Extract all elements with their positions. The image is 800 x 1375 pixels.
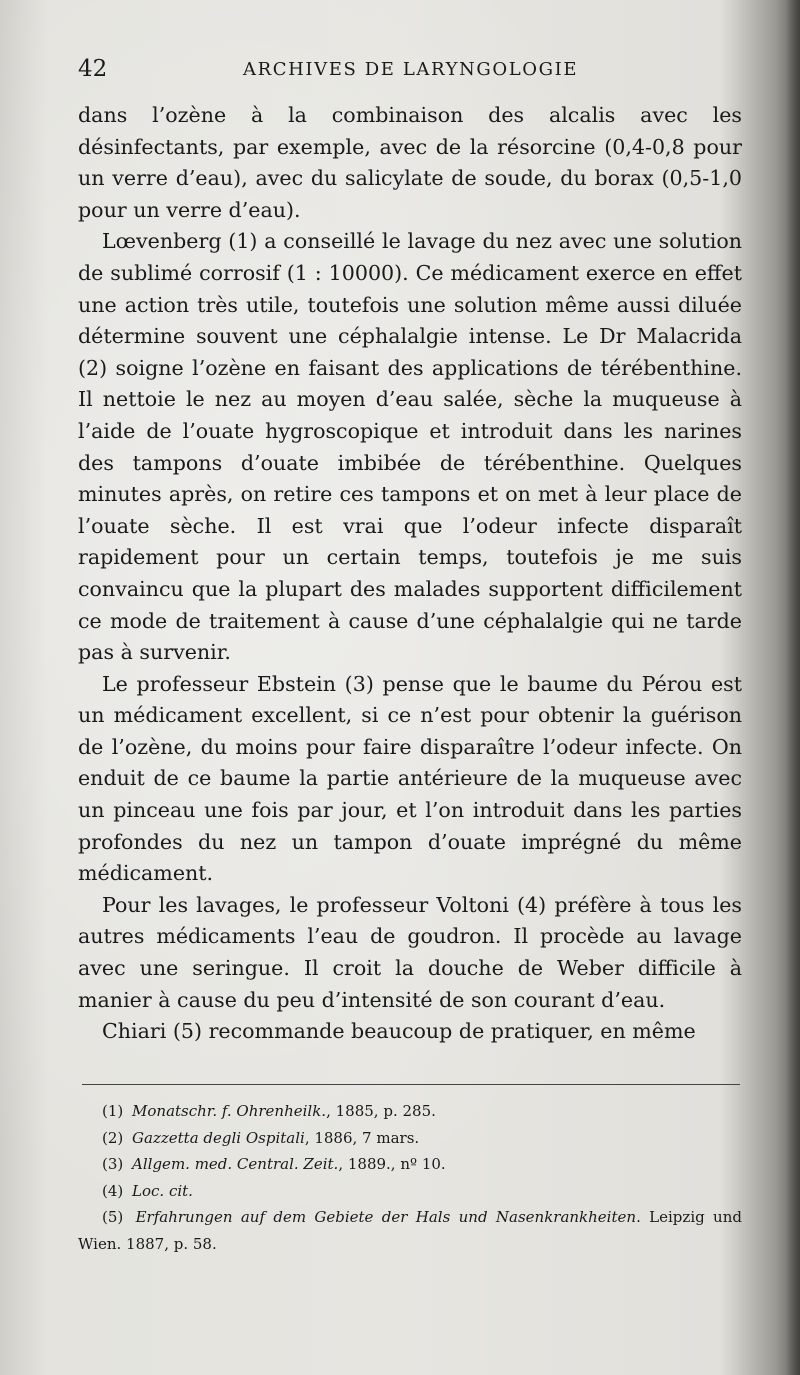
footnote-details: , 1885, p. 285. <box>326 1102 436 1120</box>
page-number: 42 <box>78 56 108 82</box>
footnote-source: Erfahrungen auf dem Gebiete der Hals und Nasenkrankheiten <box>135 1208 637 1226</box>
footnote-details: . Leipzig und Wien. 1887, p. 58. <box>78 1208 742 1253</box>
paragraph: dans l’ozène à la combinaison des alcalis avec les désinfectants, par exemple, avec de la résorcine (0,4-0,8 pour un verre d’eau), avec du salicylate de soude, du borax (0,5-1,0 pour un verre d’eau). <box>78 103 742 222</box>
footnote-source: Monatschr. f. Ohrenheilk. <box>132 1102 327 1120</box>
paragraph: Pour les lavages, le professeur Voltoni (4) préfère à tous les autres médicaments l’eau de goudron. Il procède au lavage avec une seringue. Il croit la douche de Weber difficile à manier à cause du peu d’intensité de son courant d’eau. <box>78 892 742 1012</box>
footnote <box>78 1151 742 1178</box>
footnote-details: , 1886, 7 mars. <box>304 1128 420 1147</box>
footnote-source: Loc. cit. <box>132 1181 193 1200</box>
footnote-source: Gazzetta degli Ospitali <box>132 1128 305 1147</box>
footnote-number: (4) <box>102 1181 124 1200</box>
running-head: ARCHIVES DE LARYNGOLOGIE <box>243 59 579 80</box>
paragraph: Chiari (5) recommande beaucoup de pratiquer, en même <box>102 1019 696 1044</box>
footnote-details: , 1889., nº 10. <box>338 1155 446 1173</box>
footnote-number: (2) <box>102 1128 124 1147</box>
paragraph: Le professeur Ebstein (3) pense que le baume du Pérou est un médicament excellent, si ce n’est pour obtenir la guérison de l’ozène, du moins pour faire disparaître l’odeur infecte. On enduit de ce baume la partie antérieure de la muqueuse avec un pinceau une fois par jour, et l’on introduit dans les parties profondes du nez un tampon d’ouate imprégné du même médicament. <box>78 671 742 886</box>
footnote-divider <box>82 1084 740 1085</box>
footnotes <box>78 1098 742 1257</box>
footnote <box>78 1204 742 1257</box>
page-header <box>78 56 742 90</box>
footnote-number: (3) <box>102 1155 124 1173</box>
footnote <box>78 1178 742 1205</box>
paragraph: Lœvenberg (1) a conseillé le lavage du nez avec une solution de sublimé corrosif (1 : 10000). Ce médicament exerce en effet une action très utile, toutefois une solution même aussi diluée détermine souvent une céphalalgie intense. Le Dr Malacrida (2) soigne l’ozène en faisant des applications de térébenthine. Il nettoie le nez au moyen d’eau salée, sèche la muqueuse à l’aide de l’ouate hygroscopique et introduit dans les narines des tampons d’ouate imbibée de térébenthine. Quelques minutes après, on retire ces tampons et on met à leur place de l’ouate sèche. Il est vrai que l’odeur infecte disparaît rapidement pour un certain temps, toutefois je me suis convaincu que la plupart des malades supportent difficilement ce mode de traitement à cause d’une céphalalgie qui ne tarde pas à survenir. <box>78 229 742 665</box>
footnote-number: (5) <box>102 1208 124 1226</box>
footnote <box>78 1098 742 1125</box>
body-text <box>78 100 742 1048</box>
footnote <box>78 1125 742 1152</box>
footnote-source: Allgem. med. Central. Zeit. <box>132 1155 339 1173</box>
footnote-number: (1) <box>102 1102 124 1120</box>
